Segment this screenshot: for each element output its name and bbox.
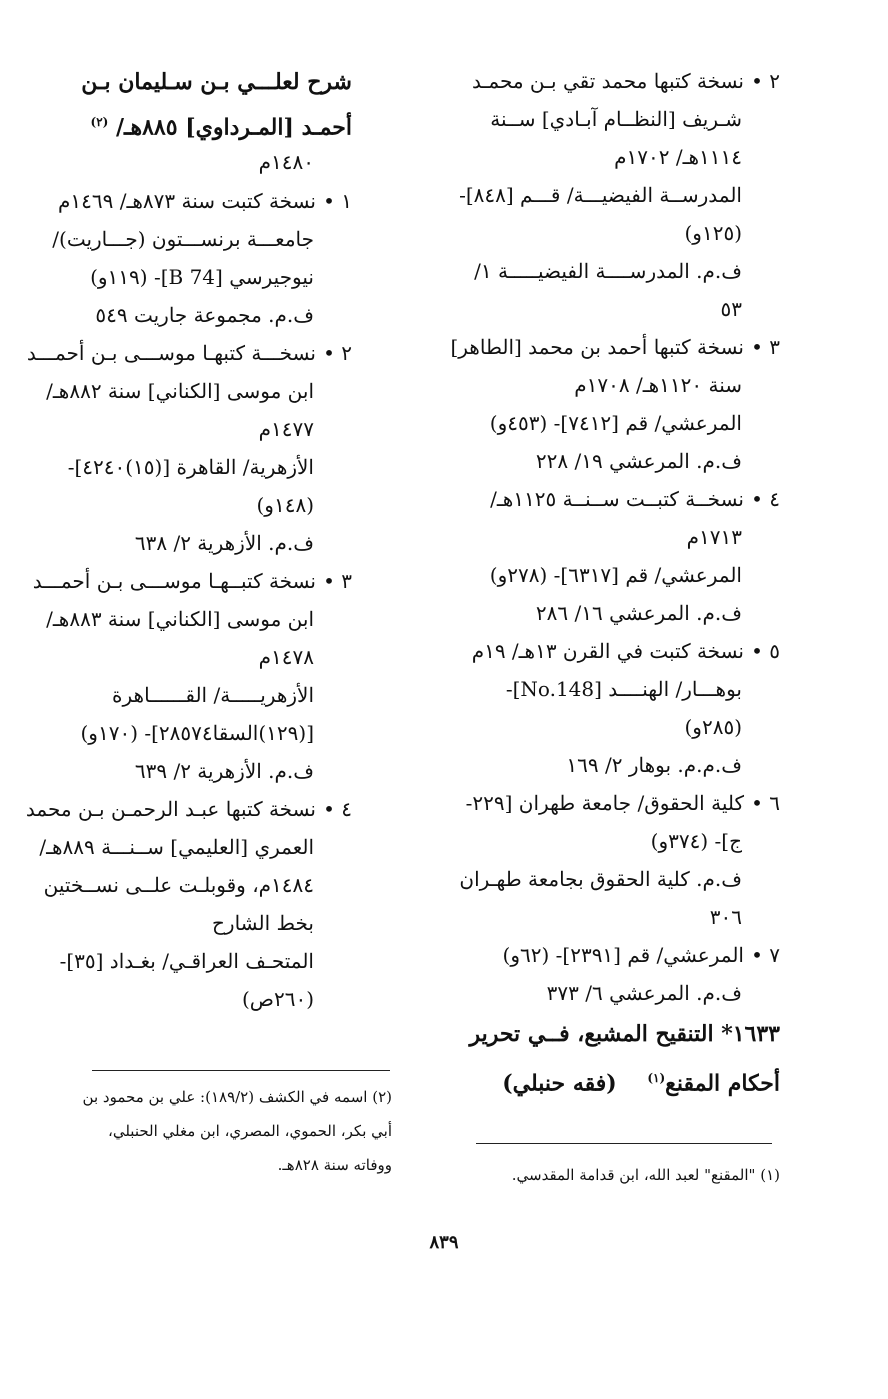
right-line-text: ١٧١٣م [686, 525, 742, 549]
left-line [32, 562, 352, 600]
left-entry-number: ١ • [323, 189, 352, 213]
left-line-text: بخط الشارح [212, 911, 314, 935]
right-line [444, 366, 780, 404]
left-entry [52, 182, 352, 334]
left-line-text: نسخة كتبــهـا موســـى بـن أحمـــد [32, 569, 316, 593]
left-column [25, 62, 352, 1018]
right-entry [444, 328, 780, 480]
left-heading-line [52, 142, 352, 182]
right-line [444, 936, 780, 974]
left-line-text: ابن موسى [الكناني] سنة ٨٨٢هـ/ [46, 379, 314, 403]
right-line [444, 974, 780, 1012]
left-line-text: ف.م. مجموعة جاريت ٥٤٩ [95, 303, 314, 327]
right-line-text: المرعشي/ قم [٢٣٩١]- (٦٢و) [502, 943, 744, 967]
left-line-text: ١٤٧٨م [258, 645, 314, 669]
spacer [108, 114, 116, 140]
left-line [25, 790, 352, 828]
right-line [444, 860, 780, 898]
left-line [52, 448, 352, 486]
left-line-text: (٢٦٠ص) [241, 987, 314, 1011]
left-heading-text: أحمـد [المـرداوي] ٨٨٥هـ/ [116, 114, 352, 141]
right-entry-number: ٢ • [751, 69, 780, 93]
footnote-rule-left [92, 1070, 390, 1071]
left-entry-number: ٢ • [323, 341, 352, 365]
left-line-text: نسخـــة كتبهـا موســـى بـن أحمـــد [26, 341, 316, 365]
right-line [444, 822, 780, 860]
left-line [52, 676, 352, 714]
subject-tag: (فقه حنبلي) [502, 1070, 617, 1097]
right-line-text: ف.م. المرعشي ٦/ ٣٧٣ [546, 981, 742, 1005]
right-line-text: المرعشي/ قم [٦٣١٧]- (٢٧٨و) [489, 563, 742, 587]
footnote-left-line: (٢) اسمه في الكشف (١٨٩/٢): علي بن محمود بن [82, 1088, 392, 1106]
right-line-text: شـريف [النظــام آبـادي] ســنة [490, 107, 742, 131]
footnote-marker: (٢) [90, 115, 109, 129]
right-entry [444, 936, 780, 1012]
left-line-text: [(١٢٩)السقا٢٨٥٧٤]- (١٧٠و) [80, 721, 314, 745]
right-line-text: ٥٣ [720, 297, 742, 321]
left-heading-line [52, 62, 352, 102]
right-line [444, 62, 780, 100]
left-line [52, 638, 352, 676]
left-line [52, 714, 352, 752]
right-line-text: ف.م. المرعشي ١٩/ ٢٢٨ [535, 449, 742, 473]
right-line-text: ف.م. كلية الحقوق بجامعة طهـران [459, 867, 742, 891]
left-line [52, 220, 352, 258]
right-line [444, 442, 780, 480]
left-line-text: (١٤٨و) [256, 493, 314, 517]
left-heading-line [52, 102, 352, 142]
right-entry [444, 632, 780, 784]
left-heading-text: ١٤٨٠م [258, 150, 314, 174]
right-line-text: ٣٠٦ [709, 905, 742, 929]
left-line [52, 182, 352, 220]
new-entry-title-line1 [444, 1012, 780, 1056]
right-entry [444, 62, 780, 328]
footnote-marker: (١) [647, 1071, 666, 1085]
right-line [444, 290, 780, 328]
right-entry-number: ٧ • [751, 943, 780, 967]
right-line [444, 518, 780, 556]
right-line [444, 480, 780, 518]
right-entry-number: ٤ • [751, 487, 780, 511]
right-line [444, 328, 780, 366]
left-line-text: الأزهريـــــة/ القــــــاهرة [112, 683, 314, 707]
left-line [52, 296, 352, 334]
left-line-text: ف.م. الأزهرية ٢/ ٦٣٩ [134, 759, 314, 783]
left-line-text: جامعـــة برنســـتون (جـــاريت)/ [52, 227, 314, 251]
right-line-text: نسخة كتبها محمد تقي بـن محمـد [472, 69, 744, 93]
left-entry [25, 790, 352, 1018]
right-line-text: المدرســة الفيضيـــة/ قـــم [٨٤٨]- [459, 183, 742, 207]
left-line-text: ١٤٧٧م [258, 417, 314, 441]
left-line-text: نسخة كتبت سنة ٨٧٣هـ/ ١٤٦٩م [58, 189, 316, 213]
footnote-left-line: ووفاته سنة ٨٢٨هـ. [277, 1156, 392, 1174]
left-line [46, 372, 352, 410]
left-line-text: نسخة كتبها عبـد الرحمـن بـن محمد [25, 797, 316, 821]
left-line [52, 942, 352, 980]
right-entry-number: ٣ • [751, 335, 780, 359]
left-entry-number: ٣ • [323, 569, 352, 593]
right-line-text: ج]- (٣٧٤و) [650, 829, 742, 853]
left-entry [26, 334, 352, 562]
footnote-right-text: (١) "المقنع" لعبد الله، ابن قدامة المقدسي. [511, 1166, 780, 1184]
left-line-text: ف.م. الأزهرية ٢/ ٦٣٨ [134, 531, 314, 555]
right-line-text: (٢٨٥و) [684, 715, 742, 739]
left-line [52, 980, 352, 1018]
left-heading-text: شرح لعلـــي بـن سـليمان بـن [81, 69, 352, 95]
right-line [444, 556, 780, 594]
right-line [444, 594, 780, 632]
new-entry-title-text: ١٦٣٣* التنقيح المشبع، فــي تحرير [469, 1021, 780, 1047]
right-line-text: ف.م. المدرســــة الفيضيـــــة ١/ [474, 259, 742, 283]
right-line-text: سنة ١١٢٠هـ/ ١٧٠٨م [574, 373, 742, 397]
right-line-text: نسخة كتبها أحمد بن محمد [الطاهر] [450, 335, 744, 359]
left-line [52, 410, 352, 448]
right-line-text: المرعشي/ قم [٧٤١٢]- (٤٥٣و) [489, 411, 742, 435]
page-number: ٨٣٩ [429, 1232, 459, 1253]
new-entry-title-line2 [444, 1056, 780, 1100]
left-entry-number: ٤ • [323, 797, 352, 821]
left-line [52, 486, 352, 524]
left-line [52, 904, 352, 942]
right-line [444, 176, 780, 214]
left-line [52, 258, 352, 296]
left-line-text: ١٤٨٤م، وقوبلـت علــى نســختين [43, 873, 314, 897]
right-column [444, 62, 780, 1100]
spacer [617, 1070, 648, 1096]
left-line-text: الأزهرية/ القاهرة [(١٥)٤٢٤٠]- [67, 455, 314, 479]
right-entry [444, 784, 780, 936]
right-line [444, 252, 780, 290]
right-line [444, 784, 780, 822]
left-line [39, 828, 352, 866]
right-line [444, 670, 780, 708]
footnote-left [62, 1080, 392, 1182]
right-entry-number: ٦ • [751, 791, 780, 815]
left-line [43, 866, 352, 904]
right-line-text: (١٢٥و) [684, 221, 742, 245]
right-line [444, 632, 780, 670]
right-line-text: ١١١٤هـ/ ١٧٠٢م [614, 145, 742, 169]
left-entry [32, 562, 352, 790]
right-line-text: نسخة كتبت في القرن ١٣هـ/ ١٩م [471, 639, 744, 663]
left-line [26, 334, 352, 372]
right-line-text: بوهـــار/ الهنــــد [No.148]- [505, 677, 742, 701]
left-line-text: المتحـف العراقـي/ بغـداد [٣٥]- [59, 949, 314, 973]
footnote-rule-right [476, 1143, 772, 1144]
right-line-text: ف.م.م. بوهار ٢/ ١٦٩ [566, 753, 742, 777]
right-entry [444, 480, 780, 632]
right-line [444, 898, 780, 936]
right-line-text: ف.م. المرعشي ١٦/ ٢٨٦ [535, 601, 742, 625]
left-line-text: نيوجيرسي [74 B]- (١١٩و) [90, 265, 314, 289]
left-line [52, 752, 352, 790]
left-line [52, 524, 352, 562]
right-line [444, 100, 780, 138]
left-line-text: ابن موسى [الكناني] سنة ٨٨٣هـ/ [46, 607, 314, 631]
footnote-right [470, 1158, 780, 1192]
new-entry-title-text: أحكام المقنع [665, 1070, 780, 1097]
right-line [444, 214, 780, 252]
left-line-text: العمري [العليمي] ســنـــة ٨٨٩هـ/ [39, 835, 314, 859]
right-line [444, 138, 780, 176]
right-line [444, 404, 780, 442]
footnote-left-line: أبي بكر، الحموي، المصري، ابن مغلي الحنبلي، [107, 1122, 392, 1140]
right-line-text: كلية الحقوق/ جامعة طهران [٢٢٩- [465, 791, 744, 815]
left-line [46, 600, 352, 638]
right-line-text: نسخــة كتبــت ســنــة ١١٢٥هـ/ [490, 487, 744, 511]
right-entry-number: ٥ • [751, 639, 780, 663]
right-line [444, 708, 780, 746]
right-line [444, 746, 780, 784]
